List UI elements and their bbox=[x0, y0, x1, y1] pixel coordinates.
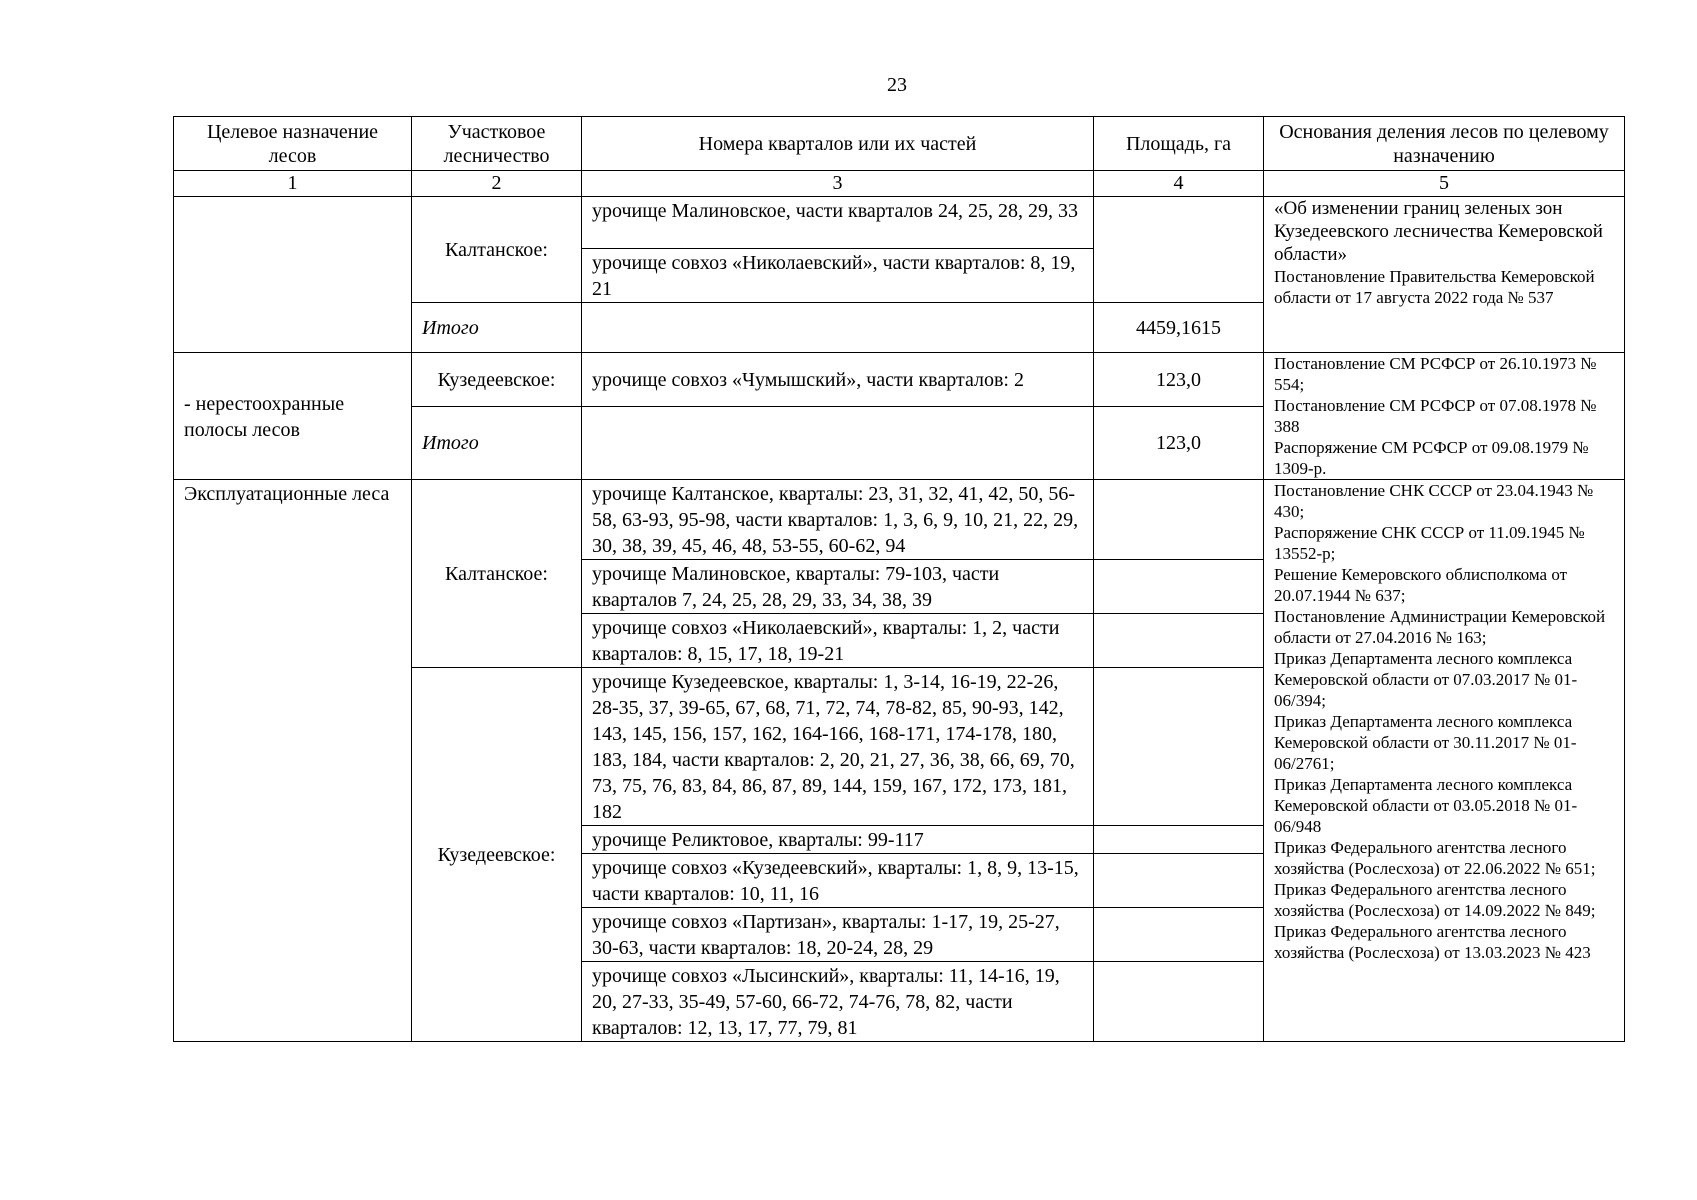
basis-line: «Об изменении границ зеленых зон Кузедеевского лесничества Кемеровской области» bbox=[1274, 198, 1603, 265]
basis-line: Распоряжение СНК СССР от 11.09.1945 № 13552-р; bbox=[1274, 523, 1585, 563]
quarters-cell: урочище Малиновское, кварталы: 79-103, части кварталов 7, 24, 25, 28, 29, 33, 34, 38, 39 bbox=[582, 560, 1094, 614]
quarters-cell: урочище Калтанское, кварталы: 23, 31, 32, 41, 42, 50, 56-58, 63-93, 95-98, части кварталов: 1, 3, 6, 9, 10, 21, 22, 29, 30, 38, 39, 45, 46, 48, 53-55, 60-62, 94 bbox=[582, 480, 1094, 560]
basis-line: Приказ Федерального агентства лесного хозяйства (Рослесхоза) от 14.09.2022 № 849; bbox=[1274, 880, 1596, 920]
quarters-cell: урочище совхоз «Партизан», кварталы: 1-17, 19, 25-27, 30-63, части кварталов: 18, 20-24, 28, 29 bbox=[582, 908, 1094, 962]
quarters-cell: урочище совхоз «Чумышский», части кварталов: 2 bbox=[582, 353, 1094, 407]
basis-line: Постановление СМ РСФСР от 26.10.1973 № 554; bbox=[1274, 354, 1597, 394]
header-row bbox=[174, 117, 1625, 171]
basis-line: Решение Кемеровского облисполкома от 20.07.1944 № 637; bbox=[1274, 565, 1568, 605]
area-cell-empty bbox=[1094, 854, 1264, 908]
quarters-cell: урочище Реликтовое, кварталы: 99-117 bbox=[582, 826, 1094, 854]
header-area: Площадь, га bbox=[1094, 117, 1264, 171]
total-value: 4459,1615 bbox=[1094, 303, 1264, 353]
header-forestry: Участковое лесничество bbox=[412, 117, 582, 171]
basis-cell bbox=[1264, 480, 1625, 1042]
quarters-cell: урочище совхоз «Николаевский», кварталы: 1, 2, части кварталов: 8, 15, 17, 18, 19-21 bbox=[582, 614, 1094, 668]
column-number: 5 bbox=[1264, 171, 1625, 197]
basis-line: Приказ Департамента лесного комплекса Кемеровской области от 07.03.2017 № 01-06/394; bbox=[1274, 649, 1578, 710]
forestry-cell: Калтанское: bbox=[412, 197, 582, 303]
page-number: 23 bbox=[887, 74, 907, 96]
quarters-cell: урочище Малиновское, части кварталов 24, 25, 28, 29, 33 bbox=[582, 197, 1094, 249]
purpose-cell-empty bbox=[174, 197, 412, 353]
area-cell: 123,0 bbox=[1094, 353, 1264, 407]
header-purpose: Целевое назначение лесов bbox=[174, 117, 412, 171]
basis-line: Приказ Департамента лесного комплекса Кемеровской области от 30.11.2017 № 01-06/2761; bbox=[1274, 712, 1577, 773]
forestry-cell: Калтанское: bbox=[412, 480, 582, 668]
basis-line: Распоряжение СМ РСФСР от 09.08.1979 № 1309-р. bbox=[1274, 438, 1589, 478]
area-cell-empty bbox=[1094, 197, 1264, 303]
header-basis: Основания деления лесов по целевому назначению bbox=[1264, 117, 1625, 171]
basis-cell bbox=[1264, 353, 1625, 480]
total-label: Итого bbox=[412, 407, 582, 480]
total-value: 123,0 bbox=[1094, 407, 1264, 480]
basis-line: Приказ Федерального агентства лесного хозяйства (Рослесхоза) от 22.06.2022 № 651; bbox=[1274, 838, 1596, 878]
forestry-cell: Кузедеевское: bbox=[412, 668, 582, 1042]
area-cell-empty bbox=[1094, 962, 1264, 1042]
header-quarters: Номера кварталов или их частей bbox=[582, 117, 1094, 171]
area-cell-empty bbox=[1094, 668, 1264, 826]
basis-line: Постановление СМ РСФСР от 07.08.1978 № 388 bbox=[1274, 396, 1597, 436]
table-row bbox=[174, 480, 1625, 560]
column-number: 4 bbox=[1094, 171, 1264, 197]
purpose-cell: - нерестоохранные полосы лесов bbox=[174, 353, 412, 480]
quarters-cell-empty bbox=[582, 407, 1094, 480]
column-number: 2 bbox=[412, 171, 582, 197]
table-row bbox=[174, 353, 1625, 407]
column-number-row bbox=[174, 171, 1625, 197]
quarters-cell: урочище совхоз «Николаевский», части кварталов: 8, 19, 21 bbox=[582, 249, 1094, 303]
column-number: 1 bbox=[174, 171, 412, 197]
quarters-cell-empty bbox=[582, 303, 1094, 353]
area-cell-empty bbox=[1094, 560, 1264, 614]
area-cell-empty bbox=[1094, 480, 1264, 560]
column-number: 3 bbox=[582, 171, 1094, 197]
area-cell-empty bbox=[1094, 614, 1264, 668]
area-cell-empty bbox=[1094, 908, 1264, 962]
forest-purpose-table bbox=[173, 116, 1625, 1042]
basis-cell bbox=[1264, 197, 1625, 353]
area-cell-empty bbox=[1094, 826, 1264, 854]
table-row bbox=[174, 197, 1625, 249]
basis-line: Постановление Администрации Кемеровской области от 27.04.2016 № 163; bbox=[1274, 607, 1606, 647]
total-label: Итого bbox=[412, 303, 582, 353]
basis-line: Приказ Федерального агентства лесного хозяйства (Рослесхоза) от 13.03.2023 № 423 bbox=[1274, 922, 1591, 962]
basis-line: Постановление Правительства Кемеровской области от 17 августа 2022 года № 537 bbox=[1274, 267, 1595, 307]
quarters-cell: урочище совхоз «Лысинский», кварталы: 11, 14-16, 19, 20, 27-33, 35-49, 57-60, 66-72, 74-76, 78, 82, части кварталов: 12, 13, 17, 77, 79, 81 bbox=[582, 962, 1094, 1042]
quarters-cell: урочище Кузедеевское, кварталы: 1, 3-14, 16-19, 22-26, 28-35, 37, 39-65, 67, 68, 71, 72, 74, 78-82, 85, 90-93, 142, 143, 145, 156, 157, 162, 164-166, 168-171, 174-178, 180, 183, 184, части кварталов: 2, 20, 21, 27, 36, 38, 66, 69, 70, 73, 75, 76, 83, 84, 86, 87, 89, 144, 159, 167, 172, 173, 181, 182 bbox=[582, 668, 1094, 826]
purpose-cell: Эксплуатационные леса bbox=[174, 480, 412, 1042]
quarters-cell: урочище совхоз «Кузедеевский», кварталы: 1, 8, 9, 13-15, части кварталов: 10, 11, 16 bbox=[582, 854, 1094, 908]
basis-line: Постановление СНК СССР от 23.04.1943 № 430; bbox=[1274, 481, 1594, 521]
basis-line: Приказ Департамента лесного комплекса Кемеровской области от 03.05.2018 № 01-06/948 bbox=[1274, 775, 1578, 836]
forestry-cell: Кузедеевское: bbox=[412, 353, 582, 407]
